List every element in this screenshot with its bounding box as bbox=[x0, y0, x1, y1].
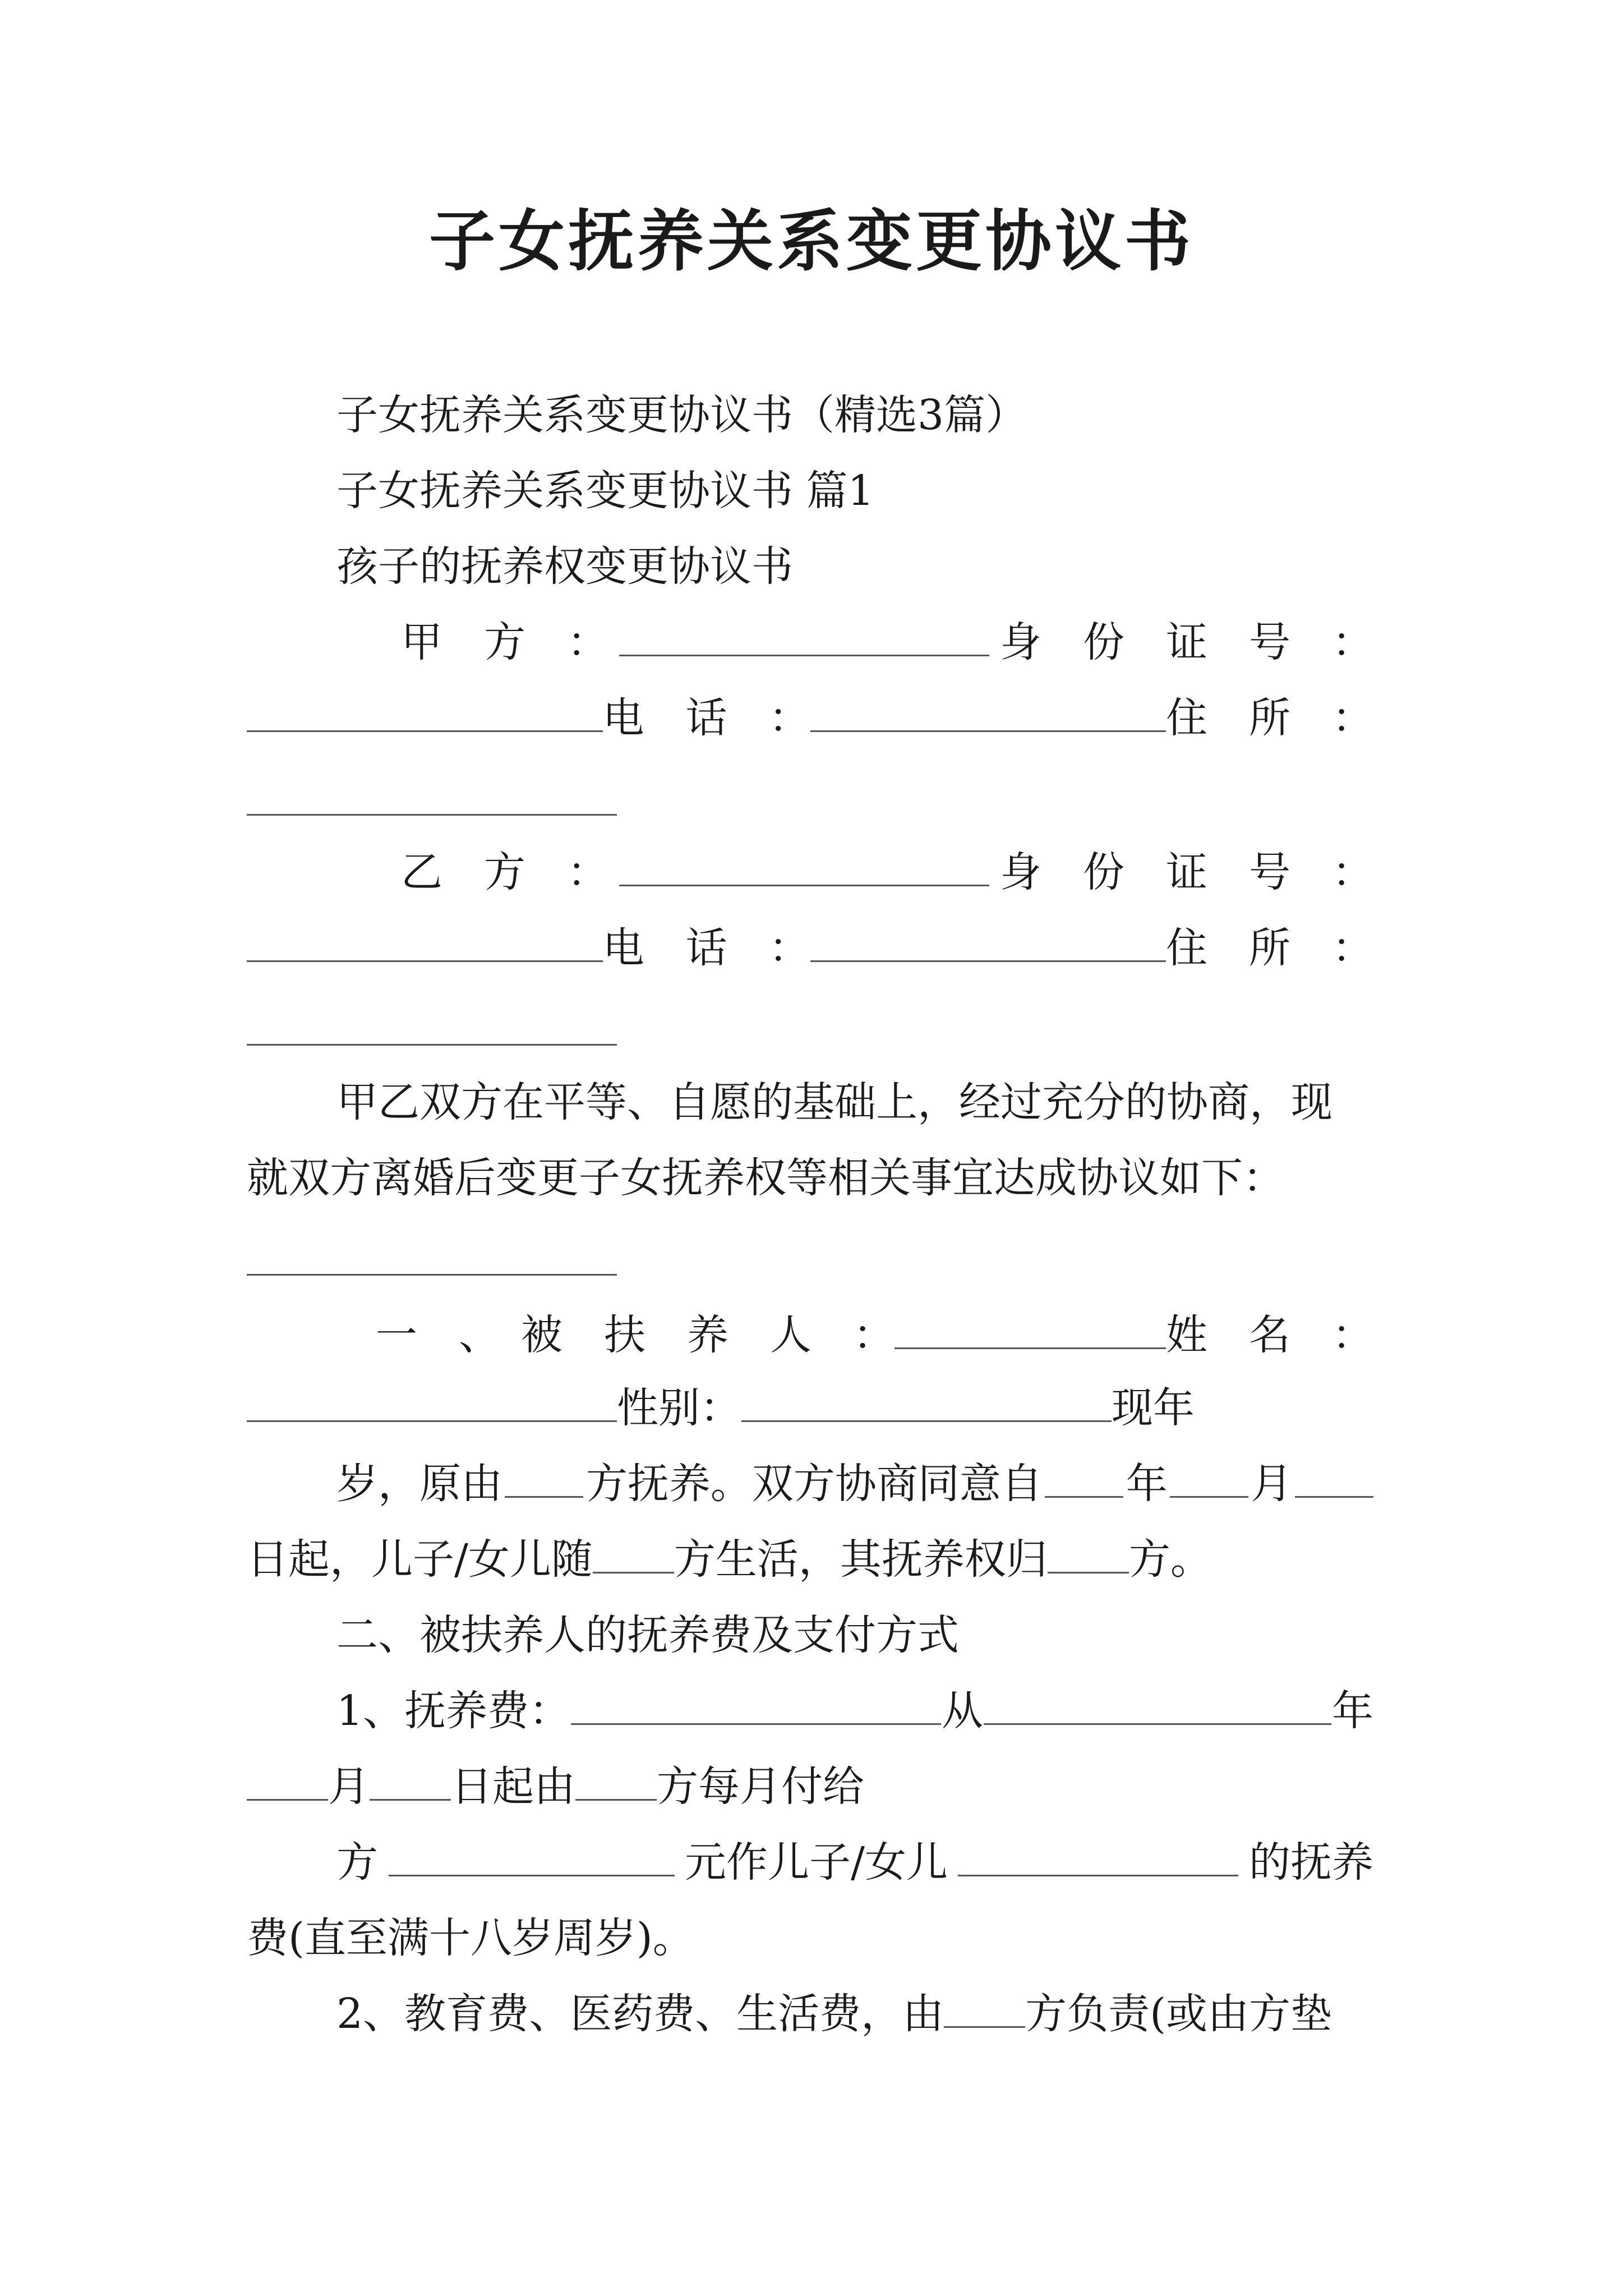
fee-line2-b: 方每月付给 bbox=[657, 1763, 864, 1811]
party-a-label: 甲 方 ： bbox=[401, 618, 608, 666]
party-a-line1 bbox=[401, 614, 1373, 670]
item1-line3 bbox=[336, 1456, 1373, 1512]
name-blank bbox=[247, 1381, 617, 1422]
fee-line3-b: 元作儿子/女儿 bbox=[685, 1838, 948, 1887]
party-b-label: 乙 方 ： bbox=[401, 848, 608, 896]
fee-day-blank bbox=[370, 1760, 451, 1801]
fee-start-blank bbox=[984, 1684, 1331, 1725]
fee-label: 1、抚养费： bbox=[336, 1687, 571, 1735]
item2-2-a: 2、教育费、医药费、生活费，由 bbox=[336, 1990, 944, 2038]
party-a-address-label: 住 所 ： bbox=[1166, 694, 1373, 742]
expense-party-blank bbox=[944, 1987, 1025, 2028]
custody-party-blank bbox=[1048, 1533, 1129, 1573]
party-b-phone-label: 电 话 ： bbox=[602, 924, 810, 972]
fee-year-label: 年 bbox=[1331, 1687, 1373, 1735]
party-b-phone-blank bbox=[810, 921, 1166, 962]
party-a-phone-blank bbox=[810, 691, 1166, 732]
month-label: 月 bbox=[1251, 1460, 1293, 1508]
item2-2-line bbox=[336, 1986, 1332, 2042]
fee-line1 bbox=[336, 1683, 1373, 1739]
start-year-blank bbox=[1045, 1457, 1123, 1498]
child-name-blank bbox=[958, 1835, 1238, 1876]
party-b-id-blank bbox=[247, 921, 603, 962]
fee-line3-a: 方 bbox=[336, 1838, 378, 1887]
section-heading: 子女抚养关系变更协议书 篇1 bbox=[336, 467, 874, 515]
party-b-id-label: 身 份 证 号 ： bbox=[1000, 848, 1373, 896]
original-party-blank bbox=[505, 1457, 583, 1498]
item1-line4-a: 日起，儿子/女儿随 bbox=[247, 1535, 593, 1584]
intro-line1: 甲乙双方在平等、自愿的基础上，经过充分的协商，现 bbox=[336, 1078, 1332, 1126]
year-label: 年 bbox=[1126, 1460, 1168, 1508]
subtitle: 子女抚养关系变更协议书（精选3篇） bbox=[336, 391, 1027, 439]
fee-per-month-blank bbox=[389, 1835, 675, 1876]
party-a-phone-label: 电 话 ： bbox=[602, 694, 810, 742]
party-b-address-blank bbox=[247, 1042, 617, 1046]
item1-line1 bbox=[376, 1307, 1373, 1363]
item2-heading: 二、被扶养人的抚养费及支付方式 bbox=[336, 1611, 959, 1659]
fee-amount-blank bbox=[571, 1684, 941, 1725]
age-text: 岁，原由 bbox=[336, 1460, 502, 1508]
start-month-blank bbox=[1170, 1457, 1248, 1498]
gender-blank bbox=[741, 1381, 1112, 1422]
original-party-text: 方抚养。双方协商同意自 bbox=[585, 1460, 1043, 1508]
intro-line2: 就双方离婚后变更子女抚养权等相关事宜达成协议如下： bbox=[247, 1154, 1284, 1202]
party-b-name-blank bbox=[619, 845, 989, 886]
from-label: 从 bbox=[942, 1687, 984, 1735]
live-with-party-blank bbox=[593, 1533, 674, 1573]
name-label: 姓 名 ： bbox=[1166, 1311, 1373, 1359]
document-title: 子女抚养关系变更协议书 bbox=[428, 202, 1194, 280]
party-a-address-blank bbox=[247, 812, 617, 816]
fee-line2-a: 日起由 bbox=[451, 1763, 575, 1811]
current-age-label: 现年 bbox=[1112, 1384, 1195, 1432]
fee-line4: 费(直至满十八岁周岁)。 bbox=[247, 1914, 694, 1962]
item1-line4-c: 方。 bbox=[1128, 1535, 1212, 1584]
fee-line2 bbox=[247, 1759, 864, 1815]
party-a-name-blank bbox=[619, 615, 989, 656]
dependent-blank bbox=[895, 1308, 1166, 1349]
party-a-id-label: 身 份 证 号 ： bbox=[1000, 618, 1373, 666]
item1-line4 bbox=[247, 1531, 1212, 1588]
fee-line3 bbox=[336, 1834, 1373, 1890]
fee-line3-c: 的抚养 bbox=[1249, 1838, 1373, 1887]
agreement-title: 孩子的抚养权变更协议书 bbox=[336, 542, 793, 591]
gender-label: 性别： bbox=[617, 1384, 741, 1432]
fee-month-label: 月 bbox=[328, 1763, 370, 1811]
fee-month-blank bbox=[247, 1760, 328, 1801]
item2-2-b: 方负责(或由方垫 bbox=[1025, 1990, 1332, 2038]
party-a-line2 bbox=[247, 690, 1373, 746]
payer-party-blank bbox=[575, 1760, 657, 1801]
party-b-line2 bbox=[247, 920, 1373, 976]
intro-blank bbox=[247, 1272, 617, 1276]
party-b-address-label: 住 所 ： bbox=[1166, 924, 1373, 972]
party-a-id-blank bbox=[247, 691, 603, 732]
item1-line4-b: 方生活，其抚养权归 bbox=[674, 1535, 1048, 1584]
item1-line2 bbox=[247, 1380, 1195, 1436]
start-day-blank bbox=[1295, 1457, 1373, 1498]
item1-label: 一 、 被 扶 养 人 ： bbox=[376, 1311, 895, 1359]
party-b-line1 bbox=[401, 844, 1373, 900]
